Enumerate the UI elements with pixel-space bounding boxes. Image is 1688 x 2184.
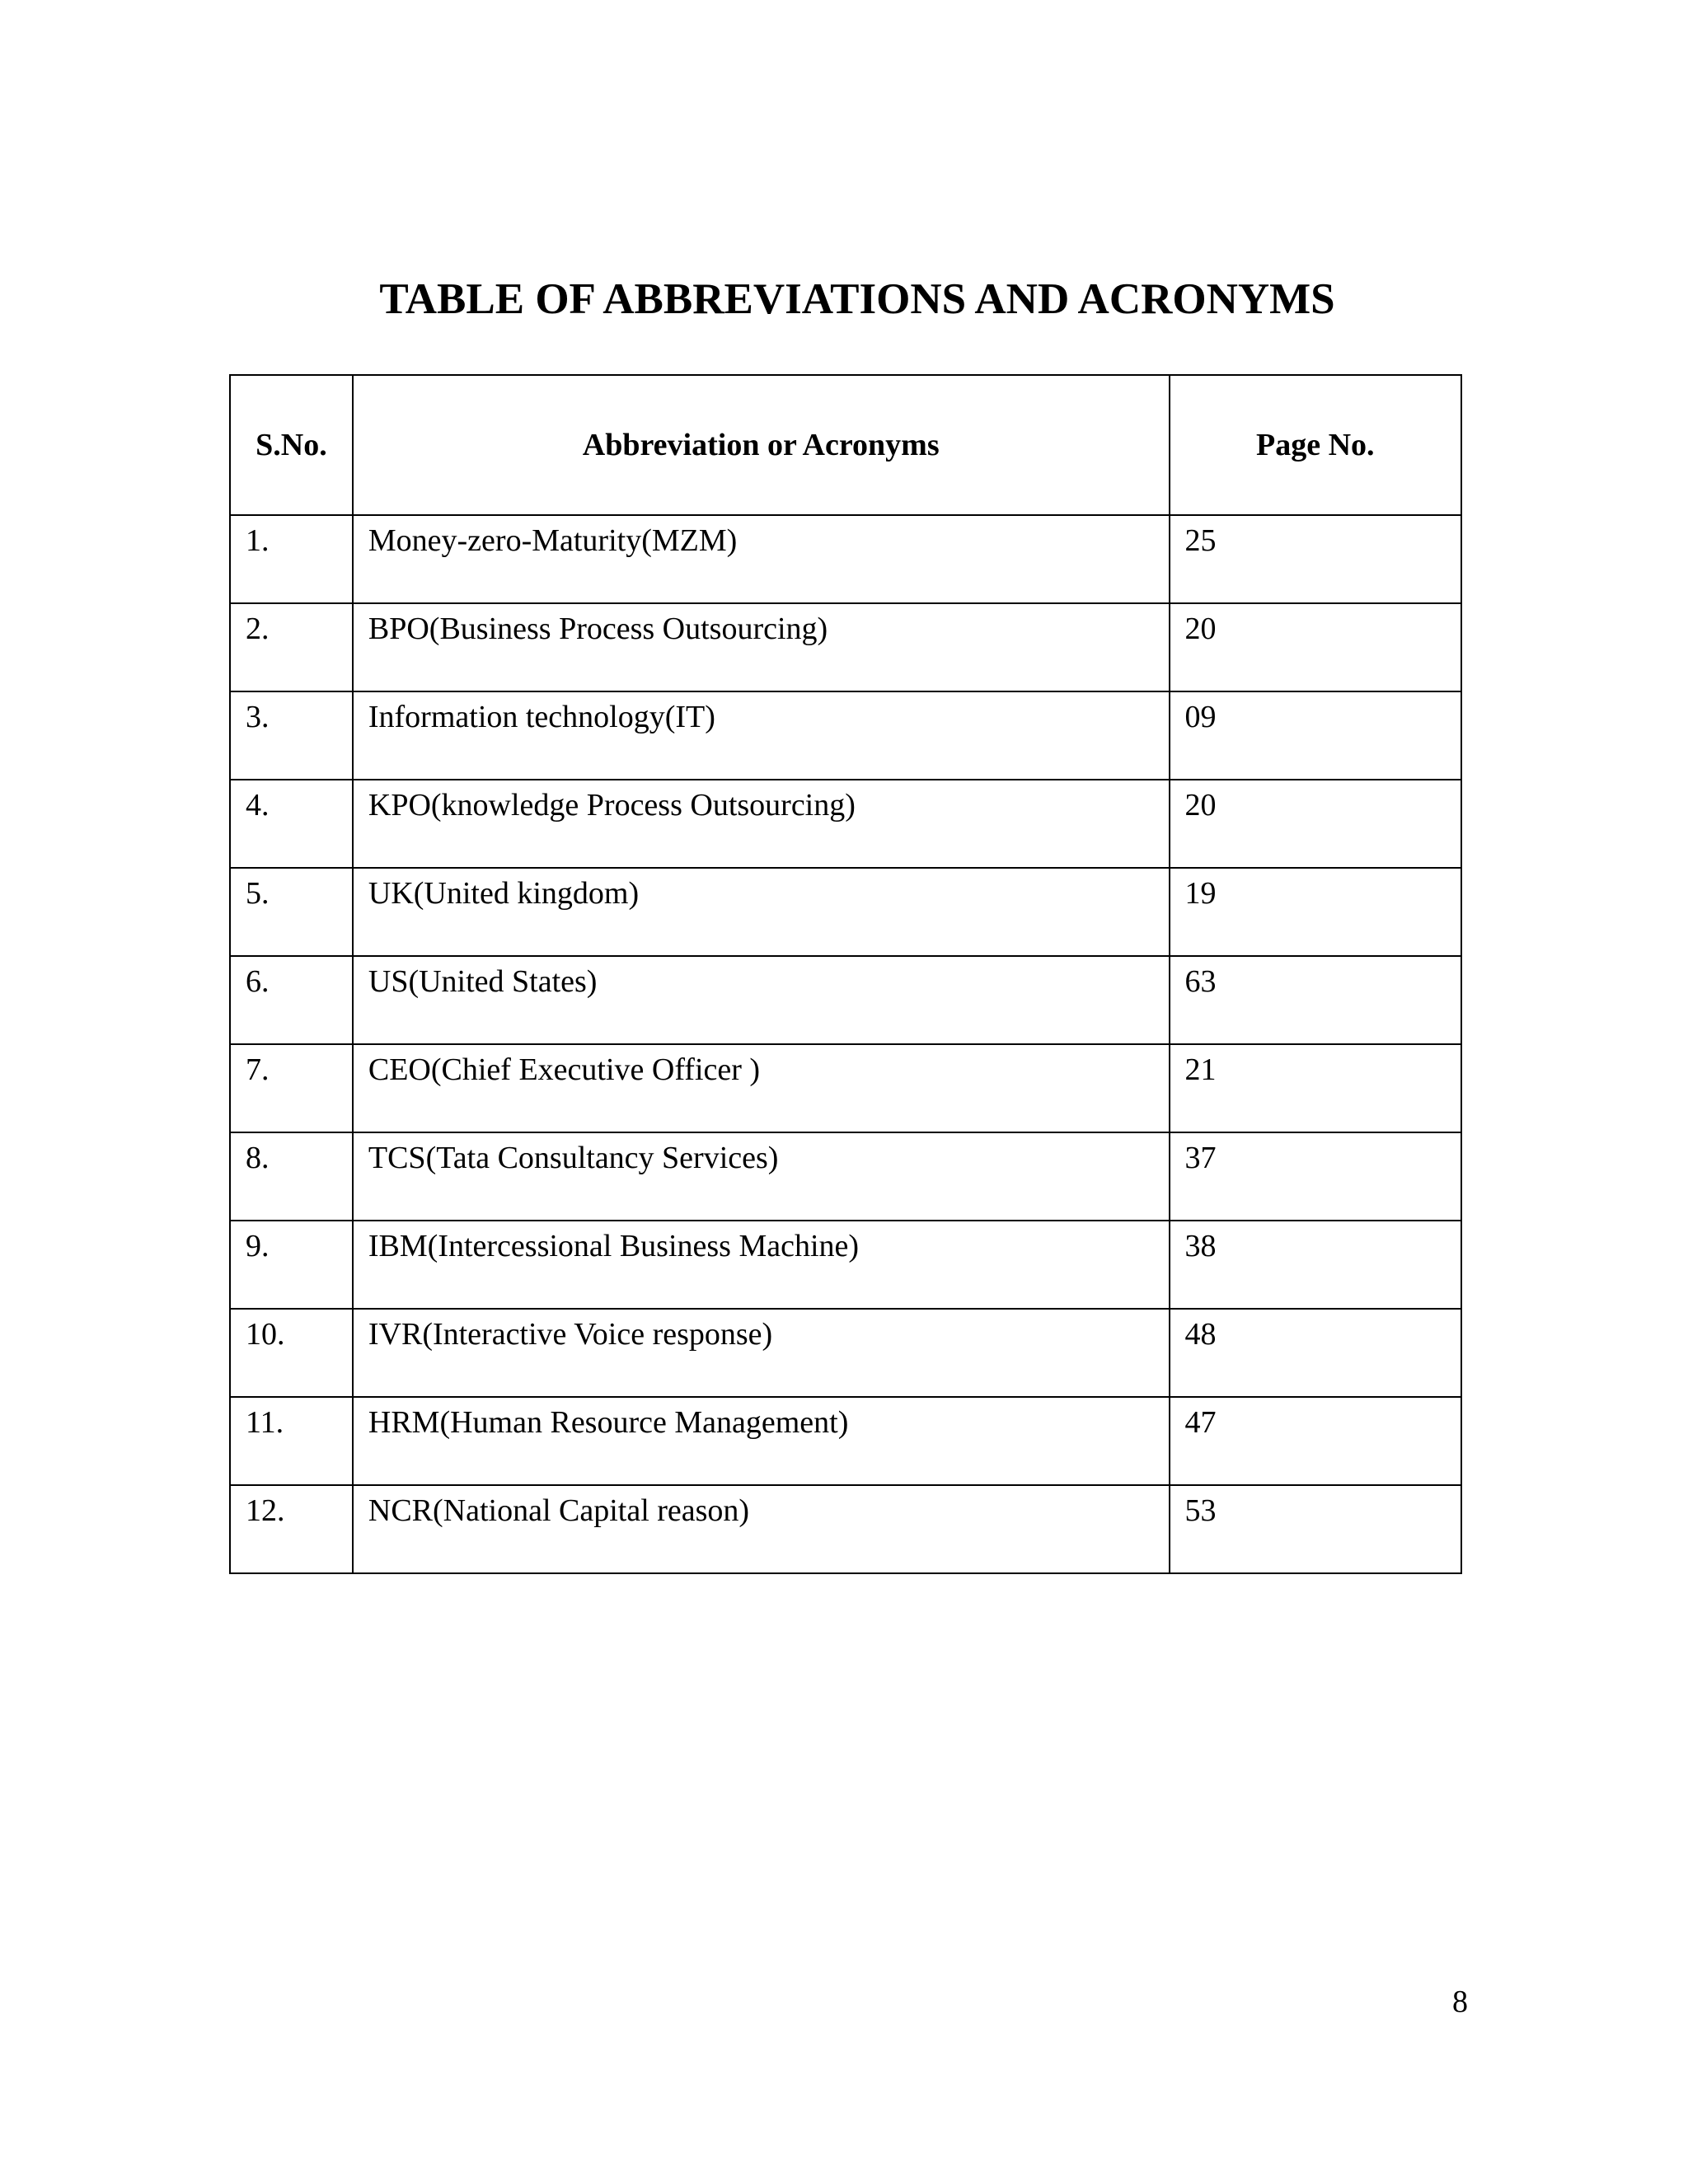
serial-number-cell: 8. xyxy=(230,1132,353,1221)
serial-number-cell: 1. xyxy=(230,515,353,603)
serial-number-cell: 4. xyxy=(230,780,353,868)
table-row xyxy=(230,1485,1461,1573)
table-row xyxy=(230,868,1461,956)
serial-number-cell: 3. xyxy=(230,691,353,780)
abbreviation-cell: CEO(Chief Executive Officer ) xyxy=(353,1044,1170,1132)
abbreviation-cell: KPO(knowledge Process Outsourcing) xyxy=(353,780,1170,868)
abbreviation-cell: BPO(Business Process Outsourcing) xyxy=(353,603,1170,691)
page-number-cell: 38 xyxy=(1170,1221,1461,1309)
page-number-cell: 53 xyxy=(1170,1485,1461,1573)
page-number-cell: 48 xyxy=(1170,1309,1461,1397)
table-row xyxy=(230,515,1461,603)
abbreviation-cell: HRM(Human Resource Management) xyxy=(353,1397,1170,1485)
abbreviation-cell: TCS(Tata Consultancy Services) xyxy=(353,1132,1170,1221)
page-number: 8 xyxy=(1452,1985,1468,2019)
abbreviation-cell: Money-zero-Maturity(MZM) xyxy=(353,515,1170,603)
table-row xyxy=(230,956,1461,1044)
table-body xyxy=(230,515,1461,1573)
page-number-cell: 20 xyxy=(1170,603,1461,691)
header-serial-number: S.No. xyxy=(230,375,353,515)
page-number-cell: 19 xyxy=(1170,868,1461,956)
table-row xyxy=(230,1309,1461,1397)
page-title: TABLE OF ABBREVIATIONS AND ACRONYMS xyxy=(379,275,1335,323)
serial-number-cell: 12. xyxy=(230,1485,353,1573)
abbreviations-table xyxy=(229,374,1462,1574)
table-row xyxy=(230,1132,1461,1221)
table-row xyxy=(230,691,1461,780)
serial-number-cell: 6. xyxy=(230,956,353,1044)
abbreviation-cell: IVR(Interactive Voice response) xyxy=(353,1309,1170,1397)
header-page-number: Page No. xyxy=(1170,375,1461,515)
serial-number-cell: 2. xyxy=(230,603,353,691)
page-number-cell: 09 xyxy=(1170,691,1461,780)
page-number-cell: 25 xyxy=(1170,515,1461,603)
serial-number-cell: 11. xyxy=(230,1397,353,1485)
serial-number-cell: 9. xyxy=(230,1221,353,1309)
page-number-cell: 37 xyxy=(1170,1132,1461,1221)
serial-number-cell: 5. xyxy=(230,868,353,956)
serial-number-cell: 10. xyxy=(230,1309,353,1397)
table-header-row xyxy=(230,375,1461,515)
serial-number-cell: 7. xyxy=(230,1044,353,1132)
page-number-cell: 47 xyxy=(1170,1397,1461,1485)
abbreviation-cell: US(United States) xyxy=(353,956,1170,1044)
header-abbreviation: Abbreviation or Acronyms xyxy=(353,375,1170,515)
page-number-cell: 63 xyxy=(1170,956,1461,1044)
abbreviation-cell: NCR(National Capital reason) xyxy=(353,1485,1170,1573)
abbreviation-cell: IBM(Intercessional Business Machine) xyxy=(353,1221,1170,1309)
table-row xyxy=(230,603,1461,691)
abbreviation-cell: UK(United kingdom) xyxy=(353,868,1170,956)
table-row xyxy=(230,1044,1461,1132)
table-row xyxy=(230,1397,1461,1485)
table-row xyxy=(230,780,1461,868)
table-row xyxy=(230,1221,1461,1309)
abbreviation-cell: Information technology(IT) xyxy=(353,691,1170,780)
page-number-cell: 21 xyxy=(1170,1044,1461,1132)
page-number-cell: 20 xyxy=(1170,780,1461,868)
